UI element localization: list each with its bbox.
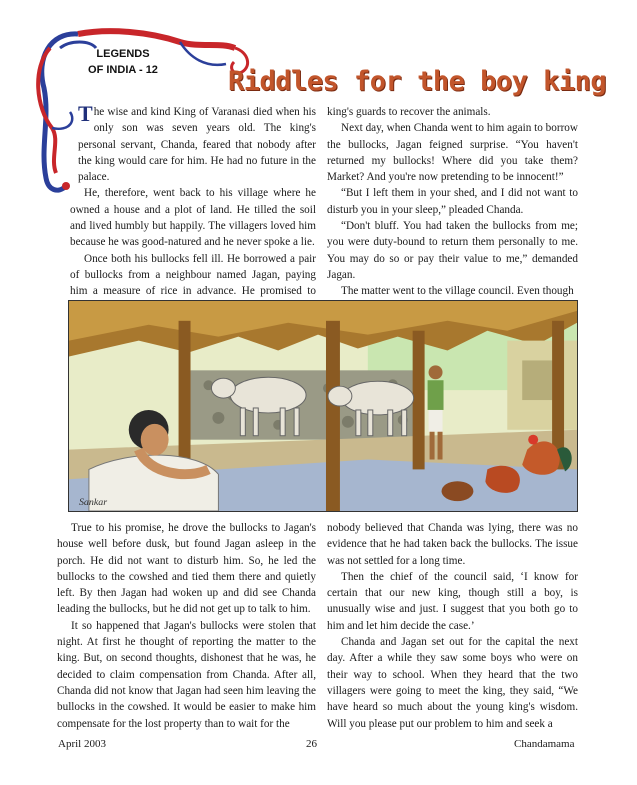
paragraph-2: Next day, when Chanda went to him again to borrow the bullocks, Jagan feigned surprise. “You haven't returned my bullocks! Where did you take them? Market? And you're now pretending to be innocent!” — [327, 122, 578, 184]
paragraph-continued: nobody believed that Chanda was lying, there was no evidence that he had taken back the bullocks. The issue was not settled for a long time. — [327, 522, 578, 567]
paragraph-1: The wise and kind King of Varanasi died when his only son was seven years old. The king's personal servant, Chanda, feared that nobody after the king would care for him. He had no future in the palace. — [78, 101, 316, 184]
column-top-left — [70, 101, 316, 316]
footer-page-number: 26 — [306, 738, 317, 750]
paragraph-1: True to his promise, he drove the bullocks to Jagan's house well before dusk, but found Jagan asleep in the porch. He did not want to disturb him. So, he led the bullocks to the cowshed and tied them there and quietly left. By then Jagan had woken up and did see Chanda leading the bullocks, but he did not get up to talk to him. — [57, 522, 316, 616]
paragraph-2: It so happened that Jagan's bullocks were stolen that night. At first he thought of reporting the matter to the king. But, on second thoughts, dishonest that he was, he decided to claim compensation from Chanda. After all, Chanda did not know that Jagan had seen him leaving the bullocks in the cowshed. It would be easier to make him compensate for the lost property than to wait for the — [57, 619, 316, 730]
paragraph-3: Once both his bullocks fell ill. He borrowed a pair of bullocks from a neighbour named Jagan, paying him a measure of rice in advance. He promised to — [70, 252, 316, 298]
story-title: Riddles for the boy king — [228, 66, 607, 97]
story-illustration — [68, 300, 578, 512]
paragraph-continued: king's guards to recover the animals. — [327, 106, 491, 118]
paragraph-3: Chanda and Jagan set out for the capital the next day. After a while they saw some boys who were on their way to school. When they heard that the two villagers were going to meet the king, they said, “We have heard so much about the young king's wisdom. Will you please put our problem to him and seek a — [327, 636, 578, 730]
series-label — [68, 46, 178, 78]
paragraph-3: “But I left them in your shed, and I did not want to disturb you in your sleep,” pleaded Chanda. — [327, 187, 578, 216]
paragraph-4: “Don't bluff. You had taken the bullocks from me; you were duty-bound to return them personally to me. You may do so or pay their value to me,” demanded Jagan. — [327, 220, 578, 281]
drop-cap: T — [78, 101, 93, 126]
footer-magazine-name: Chandamama — [514, 738, 575, 750]
paragraph-5: The matter went to the village council. Even though — [341, 285, 574, 298]
series-label-line1: LEGENDS — [96, 48, 150, 60]
column-bottom-left — [57, 520, 316, 732]
column-bottom-right — [327, 520, 578, 732]
paragraph-2: Then the chief of the council said, ‘I know for certain that our new king, though still a boy, is unusually wise and just. I suggest that you both go to him and let him decide the case.’ — [327, 570, 578, 632]
series-label-line2: OF INDIA - 12 — [88, 64, 158, 76]
column-top-right — [327, 104, 578, 300]
paragraph-2: He, therefore, went back to his village where he owned a house and a plot of land. He tilled the soil and lived humbly but happily. The villagers loved him because he was good-natured and he never spoke a lie. — [70, 187, 316, 249]
footer-date: April 2003 — [58, 738, 106, 750]
artist-signature: Sankar — [78, 497, 108, 509]
